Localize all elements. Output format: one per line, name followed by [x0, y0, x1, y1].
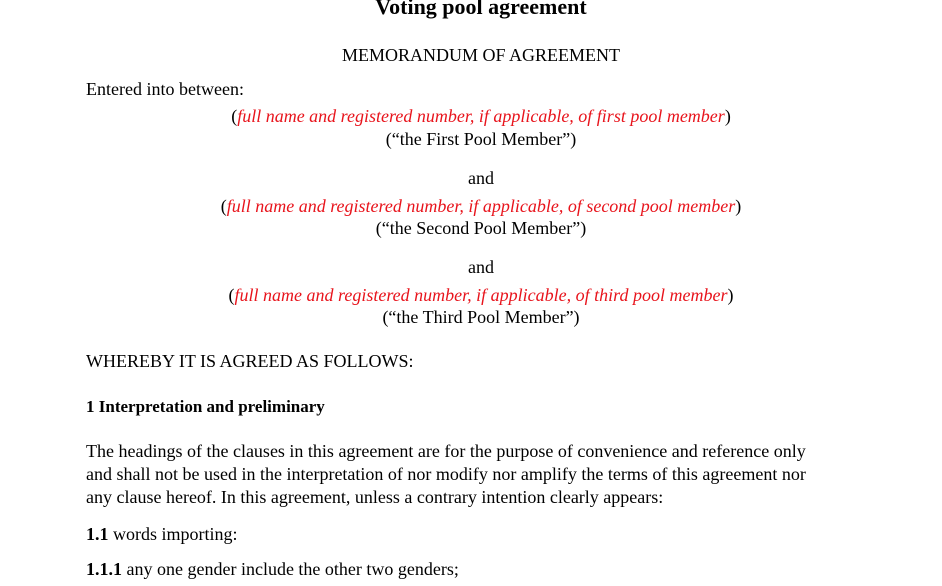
section-heading: 1 Interpretation and preliminary: [86, 397, 325, 416]
first-member-alias: (“the First Pool Member”): [385, 129, 577, 149]
clause-number: 1.1: [86, 524, 109, 544]
clause-text: words importing:: [108, 524, 238, 544]
first-member-placeholder: full name and registered number, if applicable, of first pool member: [237, 106, 725, 126]
open-paren: (: [220, 196, 227, 216]
whereby-statement: WHEREBY IT IS AGREED AS FOLLOWS:: [86, 351, 414, 371]
clause-1-1-1: [86, 558, 459, 580]
second-member-placeholder: full name and registered number, if applicable, of second pool member: [226, 196, 736, 216]
interpretation-paragraph: [86, 440, 886, 509]
close-paren: ): [724, 106, 731, 126]
document-title: Voting pool agreement: [375, 0, 587, 19]
document-subtitle: MEMORANDUM OF AGREEMENT: [341, 45, 620, 65]
entered-into-text: Entered into between:: [86, 79, 244, 99]
and-connector-2: and: [468, 257, 494, 277]
third-member-placeholder: full name and registered number, if applicable, of third pool member: [234, 285, 728, 305]
open-paren: (: [228, 285, 235, 305]
clause-1-1: [86, 523, 238, 545]
third-member-alias: (“the Third Pool Member”): [382, 307, 580, 327]
and-connector-1: and: [468, 168, 494, 188]
first-member-placeholder-line: [0, 105, 942, 127]
close-paren: ): [727, 285, 734, 305]
close-paren: ): [735, 196, 742, 216]
second-member-alias: (“the Second Pool Member”): [375, 218, 587, 238]
clause-number: 1.1.1: [86, 559, 122, 579]
paragraph-line: any clause hereof. In this agreement, unless a contrary intention clearly appears:: [86, 487, 664, 507]
open-paren: (: [231, 106, 238, 126]
second-member-placeholder-line: [0, 195, 942, 217]
paragraph-line: and shall not be used in the interpretation of nor modify nor amplify the terms of this agreement nor: [86, 464, 806, 484]
third-member-placeholder-line: [0, 284, 942, 306]
paragraph-line: The headings of the clauses in this agreement are for the purpose of convenience and reference only: [86, 441, 806, 461]
clause-text: any one gender include the other two genders;: [122, 559, 459, 579]
